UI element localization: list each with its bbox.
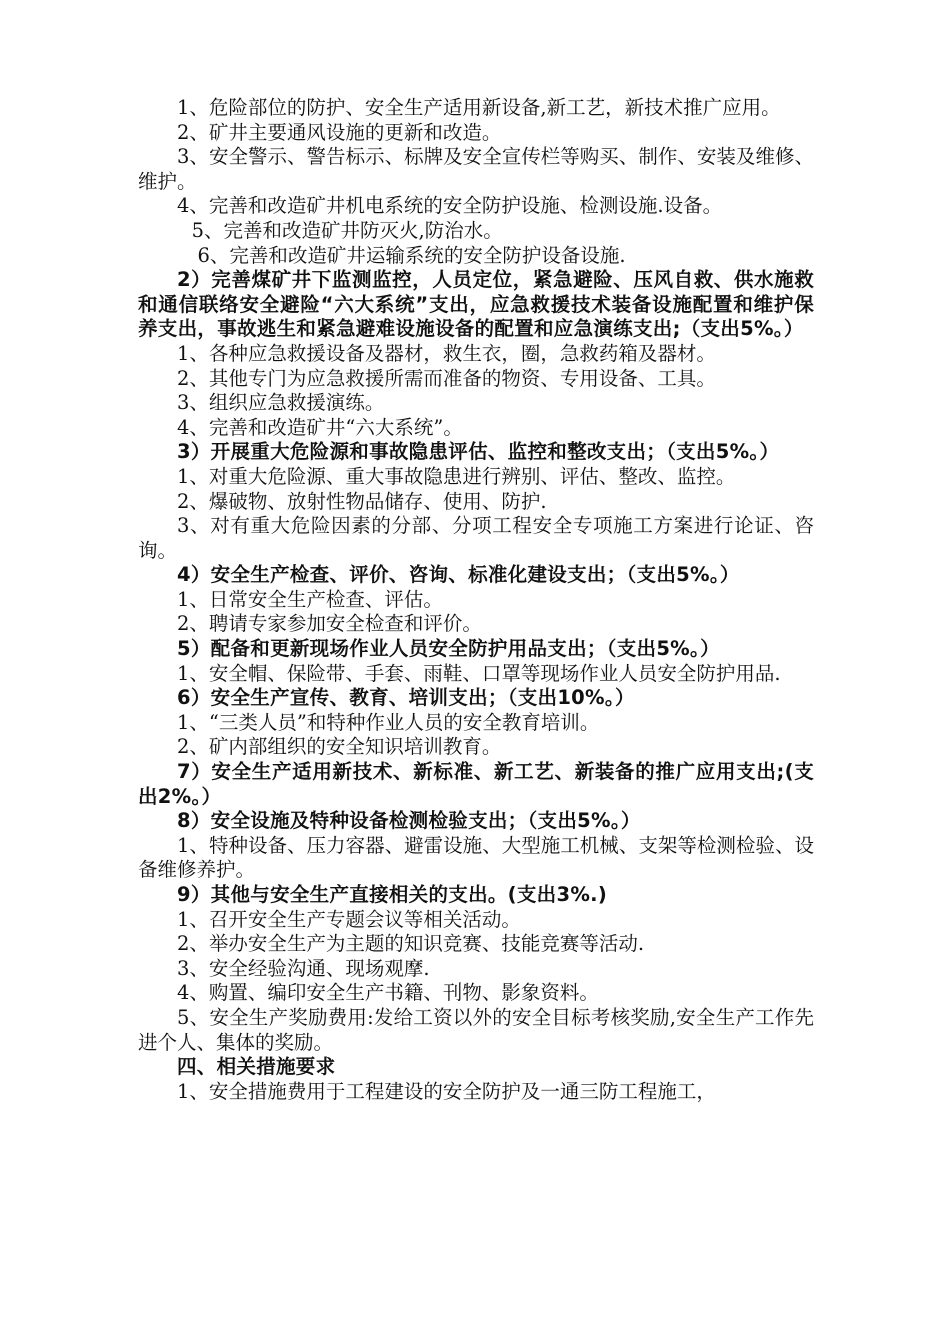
section-heading: 3）开展重大危险源和事故隐患评估、监控和整改支出；（支出5%。）: [177, 440, 780, 464]
list-item-paragraph: 4、完善和改造矿井“六大系统”。: [177, 415, 463, 439]
section-heading: 6）安全生产宣传、教育、培训支出；（支出10%。）: [177, 686, 635, 710]
list-item-paragraph: 5、完善和改造矿井防灭火,防治水。: [191, 218, 503, 242]
list-item-paragraph: 1、对重大危险源、重大事故隐患进行辨别、评估、整改、监控。: [177, 464, 736, 488]
list-item-paragraph: 3、对有重大危险因素的分部、分项工程安全专项施工方案进行论证、咨询。: [138, 514, 814, 562]
list-item-paragraph: 2、其他专门为应急救援所需而准备的物资、专用设备、工具。: [177, 366, 716, 390]
section-heading: 2）完善煤矿井下监测监控，人员定位，紧急避险、压风自救、供水施救和通信联络安全避险“六大系统”支出，应急救援技术装备设施配置和维护保养支出，事故逃生和紧急避难设施设备的配置和应急演练支出;（支出5%。）: [138, 268, 814, 341]
section-heading: 7）安全生产适用新技术、新标准、新工艺、新装备的推广应用支出;(支出2%。）: [138, 760, 814, 808]
list-item-paragraph: 2、矿内部组织的安全知识培训教育。: [177, 735, 502, 759]
section-heading: 9）其他与安全生产直接相关的支出。(支出3%.): [177, 883, 608, 906]
list-item-paragraph: 2、爆破物、放射性物品储存、使用、防护.: [177, 489, 547, 513]
list-item-paragraph: 1、特种设备、压力容器、避雷设施、大型施工机械、支架等检测检验、设备维修养护。: [138, 833, 814, 882]
list-item-paragraph: 4、购置、编印安全生产书籍、刊物、影象资料。: [177, 981, 599, 1005]
list-item-paragraph: 1、召开安全生产专题会议等相关活动。: [177, 907, 521, 931]
list-item-paragraph: 3、安全经验沟通、现场观摩.: [177, 956, 430, 980]
list-item-paragraph: 4、完善和改造矿井机电系统的安全防护设施、检测设施.设备。: [177, 194, 723, 218]
section-heading: 8）安全设施及特种设备检测检验支出；（支出5%。）: [177, 809, 641, 833]
list-item-paragraph: 3、安全警示、警告标示、标牌及安全宣传栏等购买、制作、安装及维修、维护。: [138, 145, 814, 193]
list-item-paragraph: 1、日常安全生产检查、评估。: [177, 587, 443, 611]
section-heading: 5）配备和更新现场作业人员安全防护用品支出；（支出5%。）: [177, 637, 720, 661]
list-item-paragraph: 3、组织应急救援演练。: [177, 391, 385, 415]
list-item-paragraph: 6、完善和改造矿井运输系统的安全防护设备设施.: [197, 243, 626, 267]
list-item-paragraph: 2、聘请专家参加安全检查和评价。: [177, 612, 482, 636]
list-item-paragraph: 1、安全措施费用于工程建设的安全防护及一通三防工程施工，: [177, 1079, 716, 1103]
section-heading: 四、相关措施要求: [177, 1055, 336, 1079]
document-body: [138, 96, 814, 1104]
list-item-paragraph: 1、“三类人员”和特种作业人员的安全教育培训。: [177, 710, 600, 734]
list-item-paragraph: 1、安全帽、保险带、手套、雨鞋、口罩等现场作业人员安全防护用品.: [177, 661, 781, 685]
list-item-paragraph: 2、举办安全生产为主题的知识竞赛、技能竞赛等活动.: [177, 932, 645, 956]
list-item-paragraph: 5、安全生产奖励费用:发给工资以外的安全目标考核奖励,安全生产工作先进个人、集体的奖励。: [138, 1005, 814, 1054]
list-item-paragraph: 2、矿井主要通风设施的更新和改造。: [177, 120, 502, 144]
list-item-paragraph: 1、各种应急救援设备及器材，救生衣，圈，急救药箱及器材。: [177, 341, 716, 365]
list-item-paragraph: 1、危险部位的防护、安全生产适用新设备,新工艺，新技术推广应用。: [177, 96, 781, 119]
section-heading: 4）安全生产检查、评价、咨询、标准化建设支出；（支出5%。）: [177, 563, 740, 587]
